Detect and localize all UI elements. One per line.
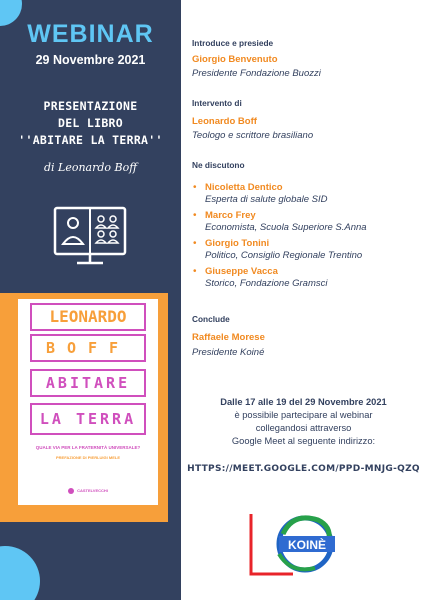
book-cover-author-last: BOFF	[30, 334, 146, 362]
access-line-1: è possibile partecipare al webinar	[234, 410, 373, 420]
list-item	[192, 182, 420, 206]
panelist-role: Storico, Fondazione Gramsci	[205, 278, 328, 289]
conclude-label: Conclude	[192, 314, 230, 324]
book-cover-publisher	[18, 488, 158, 494]
access-info	[187, 396, 420, 448]
introduce-label: Introduce e presiede	[192, 38, 274, 48]
webinar-heading: WEBINAR	[27, 20, 154, 48]
list-item	[192, 266, 420, 290]
intervento-label: Intervento di	[192, 98, 242, 108]
bullet-icon: •	[193, 266, 197, 277]
book-cover	[18, 299, 158, 505]
presentation-title	[0, 98, 181, 149]
bullet-icon: •	[193, 238, 197, 249]
book-cover-preface: PREFAZIONE DI PIERLUIGI MELE	[55, 455, 120, 460]
list-item	[192, 210, 420, 234]
panelist-name: Marco Frey	[205, 210, 256, 221]
conclude-role: Presidente Koiné	[192, 347, 265, 358]
discutono-label: Ne discutono	[192, 160, 245, 170]
koine-logo-text: KOINÈ	[287, 538, 327, 552]
presentation-line-2: DEL LIBRO	[57, 116, 123, 130]
bullet-icon: •	[193, 210, 197, 221]
book-cover-publisher-name: CASTELVECCHI	[77, 488, 108, 494]
panelist-role: Esperta di salute globale SID	[205, 194, 328, 205]
presentation-line-3: ''ABITARE LA TERRA''	[18, 133, 163, 147]
decor-circle-bottom	[0, 546, 40, 600]
video-conference-icon	[53, 206, 127, 268]
access-dates: Dalle 17 alle 19 del 29 Novembre 2021	[220, 397, 387, 407]
panelist-list	[192, 182, 420, 294]
access-line-3: Google Meet al seguente indirizzo:	[231, 436, 376, 446]
intervento-name: Leonardo Boff	[192, 116, 257, 127]
publisher-logo-icon	[68, 488, 74, 494]
panelist-role: Politico, Consiglio Regionale Trentino	[205, 250, 363, 261]
panelist-name: Giorgio Tonini	[205, 238, 270, 249]
book-cover-title-2: LA TERRA	[30, 403, 146, 435]
introduce-name: Giorgio Benvenuto	[192, 54, 278, 65]
event-date: 29 Novembre 2021	[35, 53, 146, 67]
panelist-name: Nicoletta Dentico	[205, 182, 283, 193]
panelist-role: Economista, Scuola Superiore S.Anna	[205, 222, 367, 233]
book-cover-author-first: LEONARDO	[30, 303, 146, 331]
presentation-author: di Leonardo Boff	[43, 161, 138, 174]
book-cover-title-1: ABITARE	[30, 369, 146, 397]
presentation-line-1: PRESENTAZIONE	[43, 99, 138, 113]
book-cover-subtitle: QUALE VIA PER LA FRATERNITÀ UNIVERSALE?	[35, 445, 141, 450]
meet-link[interactable]: HTTPS://MEET.GOOGLE.COM/PPD-MNJG-QZQ	[187, 464, 420, 474]
intervento-role: Teologo e scrittore brasiliano	[192, 130, 314, 141]
introduce-role: Presidente Fondazione Buozzi	[192, 68, 321, 79]
list-item	[192, 238, 420, 262]
bullet-icon: •	[193, 182, 197, 193]
conclude-name: Raffaele Morese	[192, 332, 265, 343]
koine-logo	[243, 504, 353, 590]
panelist-name: Giuseppe Vacca	[205, 266, 278, 277]
access-line-2: collegandosi attraverso	[255, 423, 352, 433]
